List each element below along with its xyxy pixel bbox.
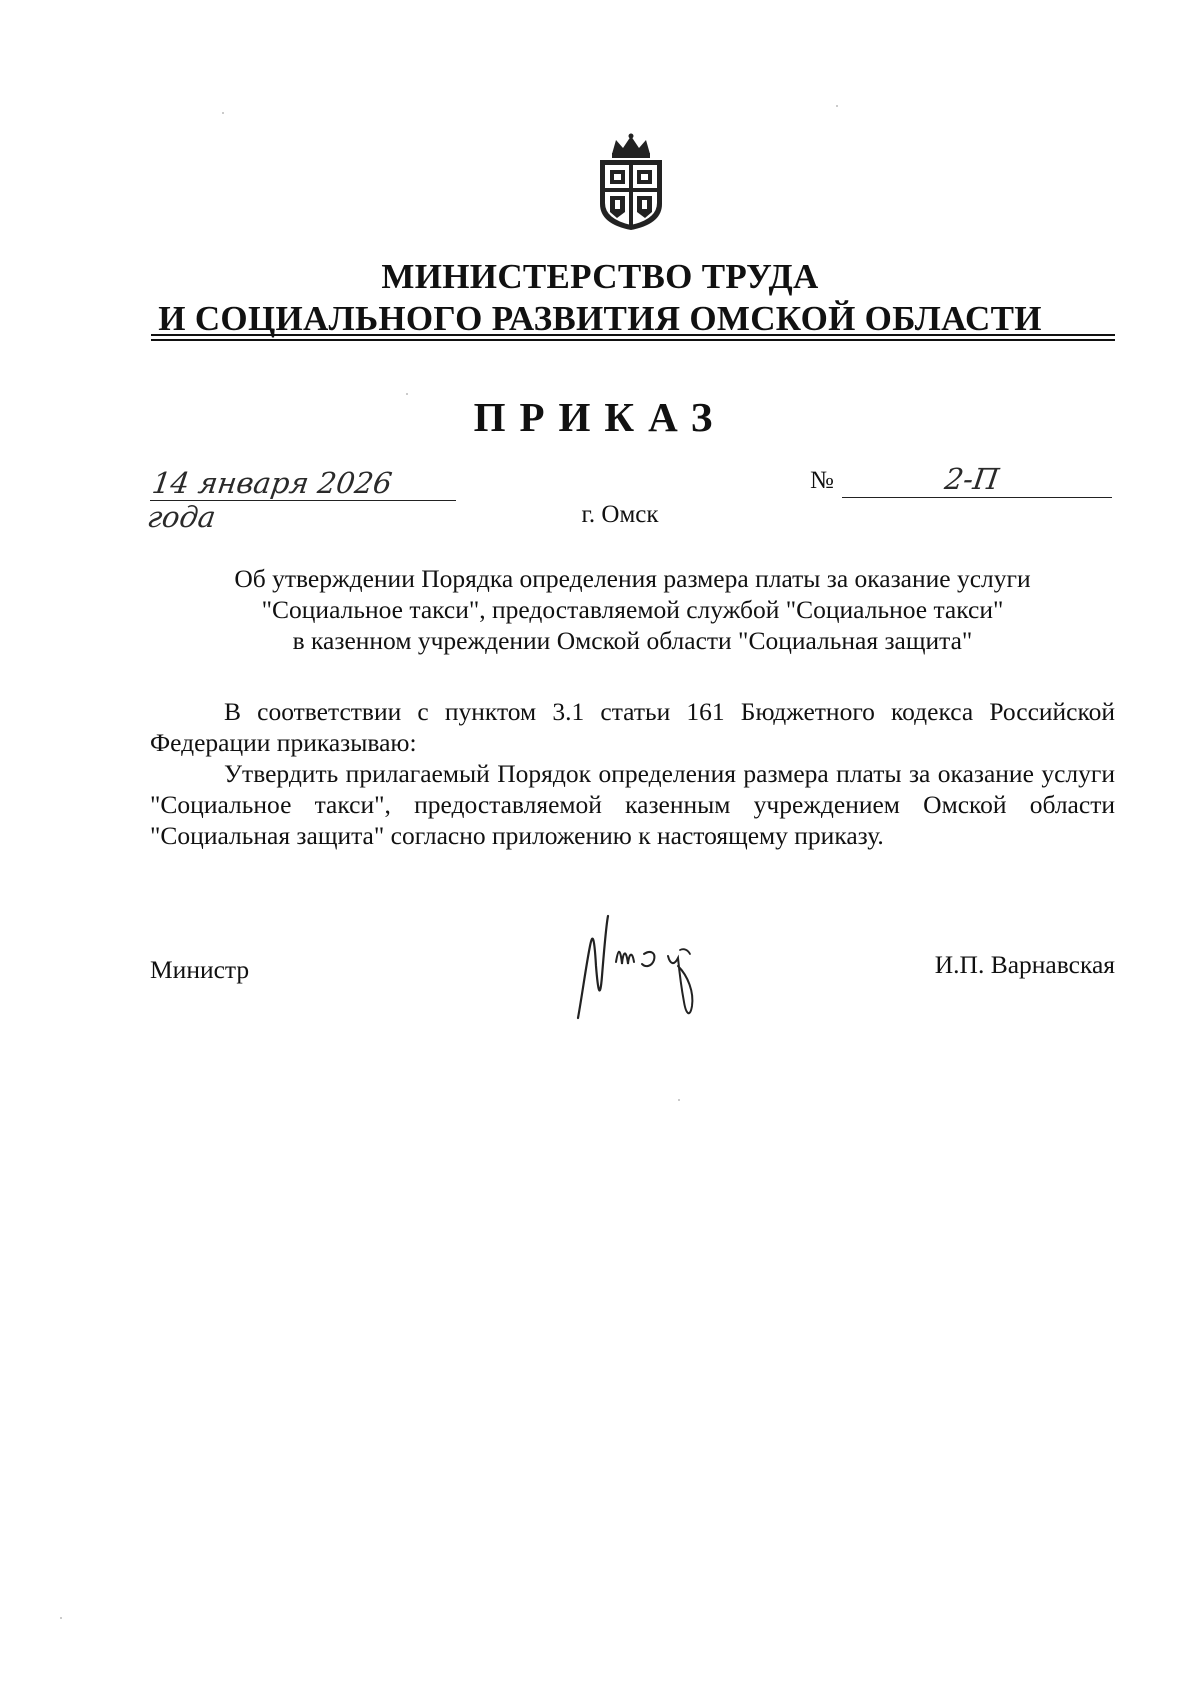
scan-speck: [678, 1099, 680, 1101]
number-label: №: [810, 467, 834, 494]
city: г. Омск: [581, 501, 659, 528]
header-divider-second: [151, 339, 1115, 341]
handwritten-date: 14 января 2026 года: [145, 466, 395, 534]
document-type-title: ПРИКАЗ: [473, 394, 727, 440]
body-paragraph: Утвердить прилагаемый Порядок определения размера платы за оказание услуги "Социальное такси", предоставляемой казенным учреждением Омской области "Социальная защита" согласно приложению к настоящему приказу.: [150, 759, 1115, 850]
order-subject: [150, 563, 1115, 656]
order-body: [150, 696, 1115, 851]
coat-of-arms-icon: [590, 132, 672, 232]
subject-line: "Социальное такси", предоставляемой службой "Социальное такси": [261, 595, 1004, 624]
scan-speck: [222, 112, 224, 114]
signatory-name: И.П. Варнавская: [934, 950, 1115, 979]
scan-speck: [836, 105, 838, 107]
signatory-title: Министр: [150, 955, 250, 984]
header-divider: [151, 334, 1115, 336]
handwritten-signature: [560, 906, 720, 1026]
number-underline: [842, 497, 1112, 498]
body-paragraph: В соответствии с пунктом 3.1 статьи 161 Бюджетного кодекса Российской Федерации приказываю:: [150, 697, 1115, 757]
subject-line: в казенном учреждении Омской области "Социальная защита": [292, 626, 973, 655]
subject-line: Об утверждении Порядка определения размера платы за оказание услуги: [234, 564, 1031, 593]
handwritten-number: 2-П: [942, 462, 1001, 496]
ministry-name-line2: И СОЦИАЛЬНОГО РАЗВИТИЯ ОМСКОЙ ОБЛАСТИ: [158, 299, 1042, 338]
scan-speck: [406, 393, 408, 395]
scan-speck: [60, 1617, 62, 1619]
ministry-name-line1: МИНИСТЕРСТВО ТРУДА: [381, 257, 819, 296]
